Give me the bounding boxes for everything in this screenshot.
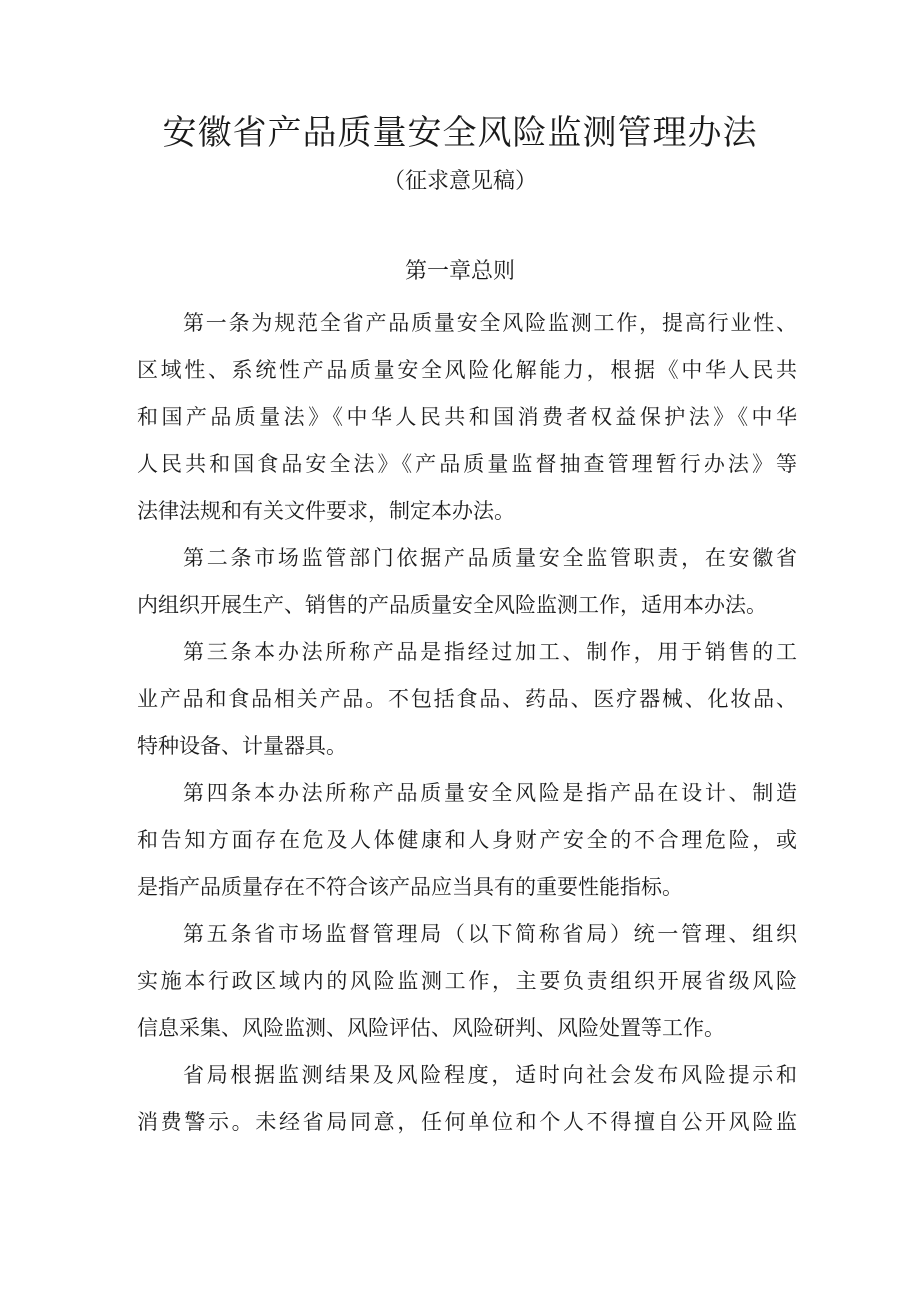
paragraph-line: 信息采集、风险监测、风险评估、风险研判、风险处置等工作。 [137, 1016, 725, 1040]
paragraph-line: 第一条为规范全省产品质量安全风险监测工作，提高行业性、 [183, 311, 797, 335]
paragraph-line: 是指产品质量存在不符合该产品应当具有的重要性能指标。 [137, 875, 683, 899]
chapter-heading: 第一章总则 [404, 259, 515, 284]
paragraph-line: 和告知方面存在危及人体健康和人身财产安全的不合理危险，或 [137, 828, 797, 852]
paragraph-line: 消费警示。未经省局同意，任何单位和个人不得擅自公开风险监 [137, 1110, 797, 1134]
paragraph-line: 第三条本办法所称产品是指经过加工、制作，用于销售的工 [183, 640, 797, 664]
paragraph-line: 第四条本办法所称产品质量安全风险是指产品在设计、制造 [183, 781, 797, 805]
paragraph-line: 区域性、系统性产品质量安全风险化解能力，根据《中华人民共 [137, 358, 797, 382]
article-4-paragraph [137, 770, 797, 911]
paragraph-line: 人民共和国食品安全法》《产品质量监督抽查管理暂行办法》等 [137, 452, 797, 476]
document-body [137, 300, 797, 1146]
article-5-continuation-paragraph [137, 1052, 797, 1146]
paragraph-line: 省局根据监测结果及风险程度，适时向社会发布风险提示和 [183, 1063, 797, 1087]
paragraph-line: 和国产品质量法》《中华人民共和国消费者权益保护法》《中华 [137, 405, 797, 429]
document-subtitle: （征求意见稿） [382, 169, 537, 194]
article-5-paragraph [137, 911, 797, 1052]
paragraph-line: 第五条省市场监督管理局（以下简称省局）统一管理、组织 [183, 922, 797, 946]
article-1-paragraph [137, 300, 797, 535]
article-2-paragraph [137, 535, 797, 629]
paragraph-line: 特种设备、计量器具。 [137, 734, 347, 758]
paragraph-line: 内组织开展生产、销售的产品质量安全风险监测工作，适用本办法。 [137, 593, 767, 617]
article-3-paragraph [137, 629, 797, 770]
paragraph-line: 业产品和食品相关产品。不包括食品、药品、医疗器械、化妆品、 [137, 687, 797, 711]
paragraph-line: 第二条市场监管部门依据产品质量安全监管职责，在安徽省 [183, 546, 797, 570]
paragraph-line: 实施本行政区域内的风险监测工作，主要负责组织开展省级风险 [137, 969, 797, 993]
paragraph-line: 法律法规和有关文件要求，制定本办法。 [137, 499, 515, 523]
document-title: 安徽省产品质量安全风险监测管理办法 [162, 113, 758, 153]
